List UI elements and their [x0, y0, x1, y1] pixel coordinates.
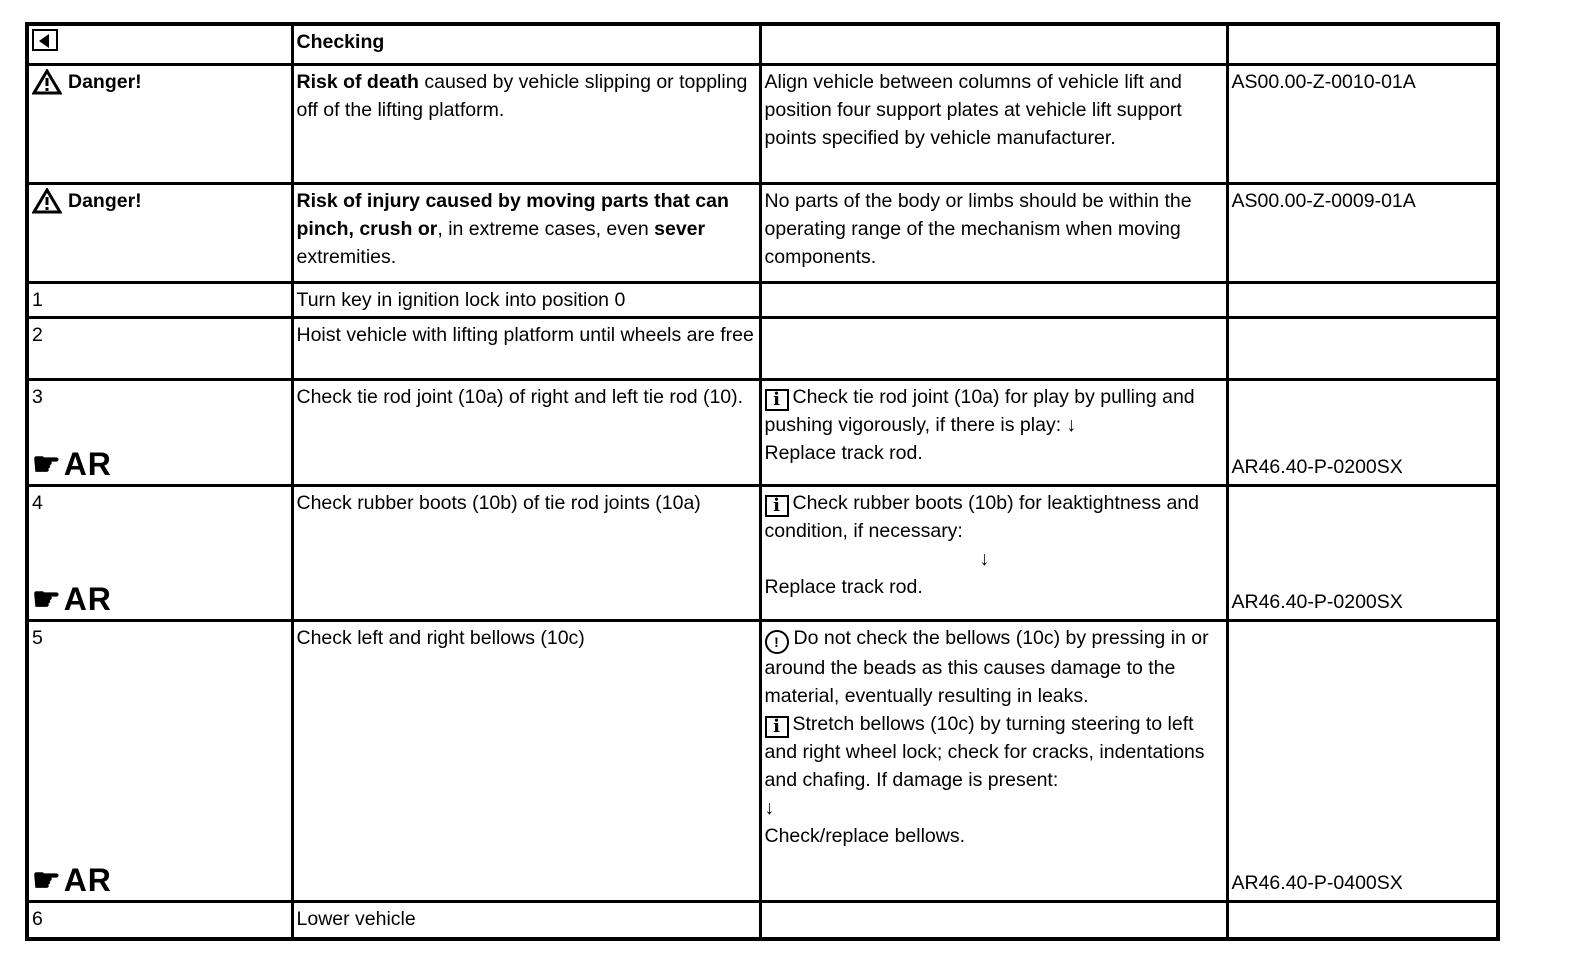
- info-icon: i: [765, 716, 789, 738]
- step-row: [27, 485, 1498, 620]
- step-note: Check rubber boots (10b) for leaktightness and condition, if necessary:: [764, 491, 1199, 542]
- danger-row: [27, 183, 1498, 282]
- step-action: Check/replace bellows.: [764, 824, 966, 847]
- step-text: Check rubber boots (10b) of tie rod joints (10a): [292, 485, 760, 620]
- caution-note: Do not check the bellows (10c) by pressing in or around the beads as this causes damage to the material, eventually resulting in leaks.: [764, 626, 1209, 707]
- back-cell: [27, 24, 292, 64]
- step-text: Turn key in ignition lock into position 0: [292, 282, 760, 317]
- step-note: Stretch bellows (10c) by turning steering to left and right wheel lock; check for cracks, indentations and chafing. If damage is present:: [764, 712, 1205, 791]
- warning-triangle-icon: [32, 69, 62, 95]
- reference-link[interactable]: AS00.00-Z-0010-01A: [1227, 64, 1498, 183]
- warning-triangle-icon: [32, 188, 62, 214]
- step-row: [27, 317, 1498, 379]
- step-number: 2: [27, 317, 292, 379]
- danger-label: Danger!: [68, 70, 142, 93]
- caution-icon: !: [765, 630, 789, 654]
- procedure-table: [25, 22, 1500, 941]
- info-icon: i: [765, 389, 789, 411]
- step-action: Replace track rod.: [764, 441, 923, 464]
- info-icon: i: [765, 495, 789, 517]
- reference-link[interactable]: AR46.40-P-0200SX: [1231, 590, 1403, 613]
- down-arrow-icon: ↓: [764, 796, 775, 819]
- step-row: [27, 901, 1498, 939]
- pointing-hand-icon: ☛: [32, 445, 62, 482]
- reference-link[interactable]: AS00.00-Z-0009-01A: [1227, 183, 1498, 282]
- risk-text: caused by vehicle slipping or toppling off of the lifting platform.: [296, 70, 748, 121]
- step-text: Check tie rod joint (10a) of right and left tie rod (10).: [292, 379, 760, 485]
- reference-link[interactable]: AR46.40-P-0200SX: [1231, 455, 1403, 478]
- step-text: Hoist vehicle with lifting platform until wheels are free: [292, 317, 760, 379]
- safety-instruction: No parts of the body or limbs should be within the operating range of the mechanism when moving components.: [760, 183, 1227, 282]
- pointing-hand-icon: ☛: [32, 861, 62, 898]
- step-number: 1: [27, 282, 292, 317]
- ar-reference-marker[interactable]: ☛ AR: [32, 580, 112, 617]
- header-row: [27, 24, 1498, 64]
- pointing-hand-icon: ☛: [32, 580, 62, 617]
- step-row: [27, 620, 1498, 901]
- step-text: Check left and right bellows (10c): [292, 620, 760, 901]
- danger-label: Danger!: [68, 189, 142, 212]
- step-row: [27, 282, 1498, 317]
- risk-title: Risk of death: [296, 70, 419, 93]
- step-action: Replace track rod.: [764, 575, 923, 598]
- danger-row: [27, 64, 1498, 183]
- risk-title: Risk of injury caused by moving parts that can pinch, crush or: [296, 189, 729, 240]
- step-text: Lower vehicle: [292, 901, 760, 939]
- ar-reference-marker[interactable]: ☛ AR: [32, 445, 112, 482]
- step-number: 5: [32, 626, 43, 649]
- section-title: Checking: [292, 24, 760, 64]
- down-arrow-icon: ↓: [979, 547, 990, 570]
- ar-reference-marker[interactable]: ☛ AR: [32, 861, 112, 898]
- risk-text: extremities.: [296, 245, 397, 268]
- down-arrow-icon: ↓: [1066, 413, 1077, 436]
- step-row: [27, 379, 1498, 485]
- risk-text: , in extreme cases, even: [437, 217, 649, 240]
- risk-keyword: sever: [654, 217, 706, 240]
- step-number: 3: [32, 385, 43, 408]
- step-note: Check tie rod joint (10a) for play by pulling and pushing vigorously, if there is play:: [764, 385, 1195, 436]
- back-arrow-icon[interactable]: [32, 29, 58, 51]
- safety-instruction: Align vehicle between columns of vehicle lift and position four support plates at vehicle lift support points specified by vehicle manufacturer.: [760, 64, 1227, 183]
- step-number: 6: [27, 901, 292, 939]
- reference-link[interactable]: AR46.40-P-0400SX: [1231, 871, 1403, 894]
- step-number: 4: [32, 491, 43, 514]
